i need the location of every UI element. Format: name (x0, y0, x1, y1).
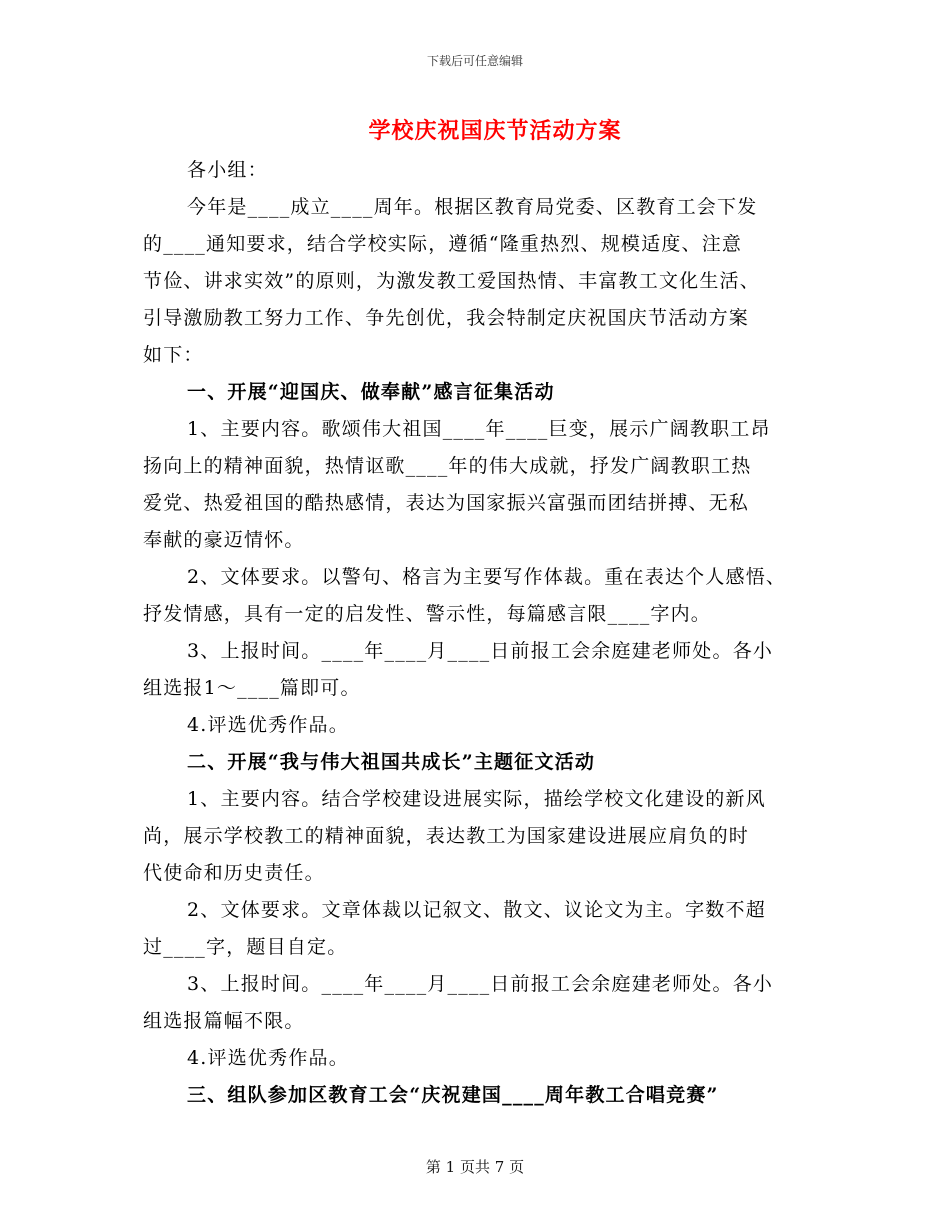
paragraph-line: 爱党、热爱祖国的酷热感情，表达为国家振兴富强而团结拼搏、无私 (143, 492, 750, 514)
page-footer: 第 1 页共 7 页 (425, 1158, 525, 1176)
paragraph-line: 2、文体要求。以警句、格言为主要写作体裁。重在表达个人感悟、 (187, 566, 787, 588)
paragraph-line: 3、上报时间。____年____月____日前报工会余庭建老师处。各小 (187, 973, 774, 995)
section-heading: 一、开展“迎国庆、做奉献”感言征集活动 (187, 381, 555, 403)
paragraph-line: 代使命和历史责任。 (143, 862, 325, 884)
document-body (143, 152, 813, 1114)
paragraph-line: 引导激励教工努力工作、争先创优，我会特制定庆祝国庆节活动方案 (143, 307, 750, 329)
paragraph-line: 组选报1～____篇即可。 (143, 677, 361, 699)
paragraph-line: 尚，展示学校教工的精神面貌，表达教工为国家建设进展应肩负的时 (143, 825, 750, 847)
paragraph-line: 3、上报时间。____年____月____日前报工会余庭建老师处。各小 (187, 640, 774, 662)
paragraph-line: 4.评选优秀作品。 (187, 714, 349, 736)
paragraph-line: 节俭、讲求实效”的原则，为激发教工爱国热情、丰富教工文化生活、 (143, 270, 760, 292)
paragraph-line: 组选报篇幅不限。 (143, 1010, 305, 1032)
paragraph-line: 如下： (143, 344, 204, 366)
paragraph-line: 1、主要内容。结合学校建设进展实际，描绘学校文化建设的新风 (187, 788, 766, 810)
page-header-note: 下载后可任意编辑 (426, 54, 523, 68)
paragraph-line: 4.评选优秀作品。 (187, 1047, 349, 1069)
paragraph-line: 今年是____成立____周年。根据区教育局党委、区教育工会下发 (187, 196, 758, 218)
section-heading: 二、开展“我与伟大祖国共成长”主题征文活动 (187, 751, 596, 773)
paragraph-line: 奉献的豪迈情怀。 (143, 529, 305, 551)
document-title: 学校庆祝国庆节活动方案 (368, 118, 622, 144)
paragraph-line: 2、文体要求。文章体裁以记叙文、散文、议论文为主。字数不超 (187, 899, 766, 921)
paragraph-line: 扬向上的精神面貌，热情讴歌____年的伟大成就，抒发广阔教职工热 (143, 455, 752, 477)
paragraph-line: 1、主要内容。歌颂伟大祖国____年____巨变，展示广阔教职工昂 (187, 418, 771, 440)
paragraph-line: 抒发情感，具有一定的启发性、警示性，每篇感言限____字内。 (143, 603, 712, 625)
paragraph-line: 过____字，题目自定。 (143, 936, 348, 958)
section-heading: 三、组队参加区教育工会“庆祝建国____周年教工合唱竞赛” (187, 1084, 719, 1106)
paragraph-line: 的____通知要求，结合学校实际，遵循“隆重热烈、规模适度、注意 (143, 233, 743, 255)
paragraph-line: 各小组： (187, 159, 268, 181)
